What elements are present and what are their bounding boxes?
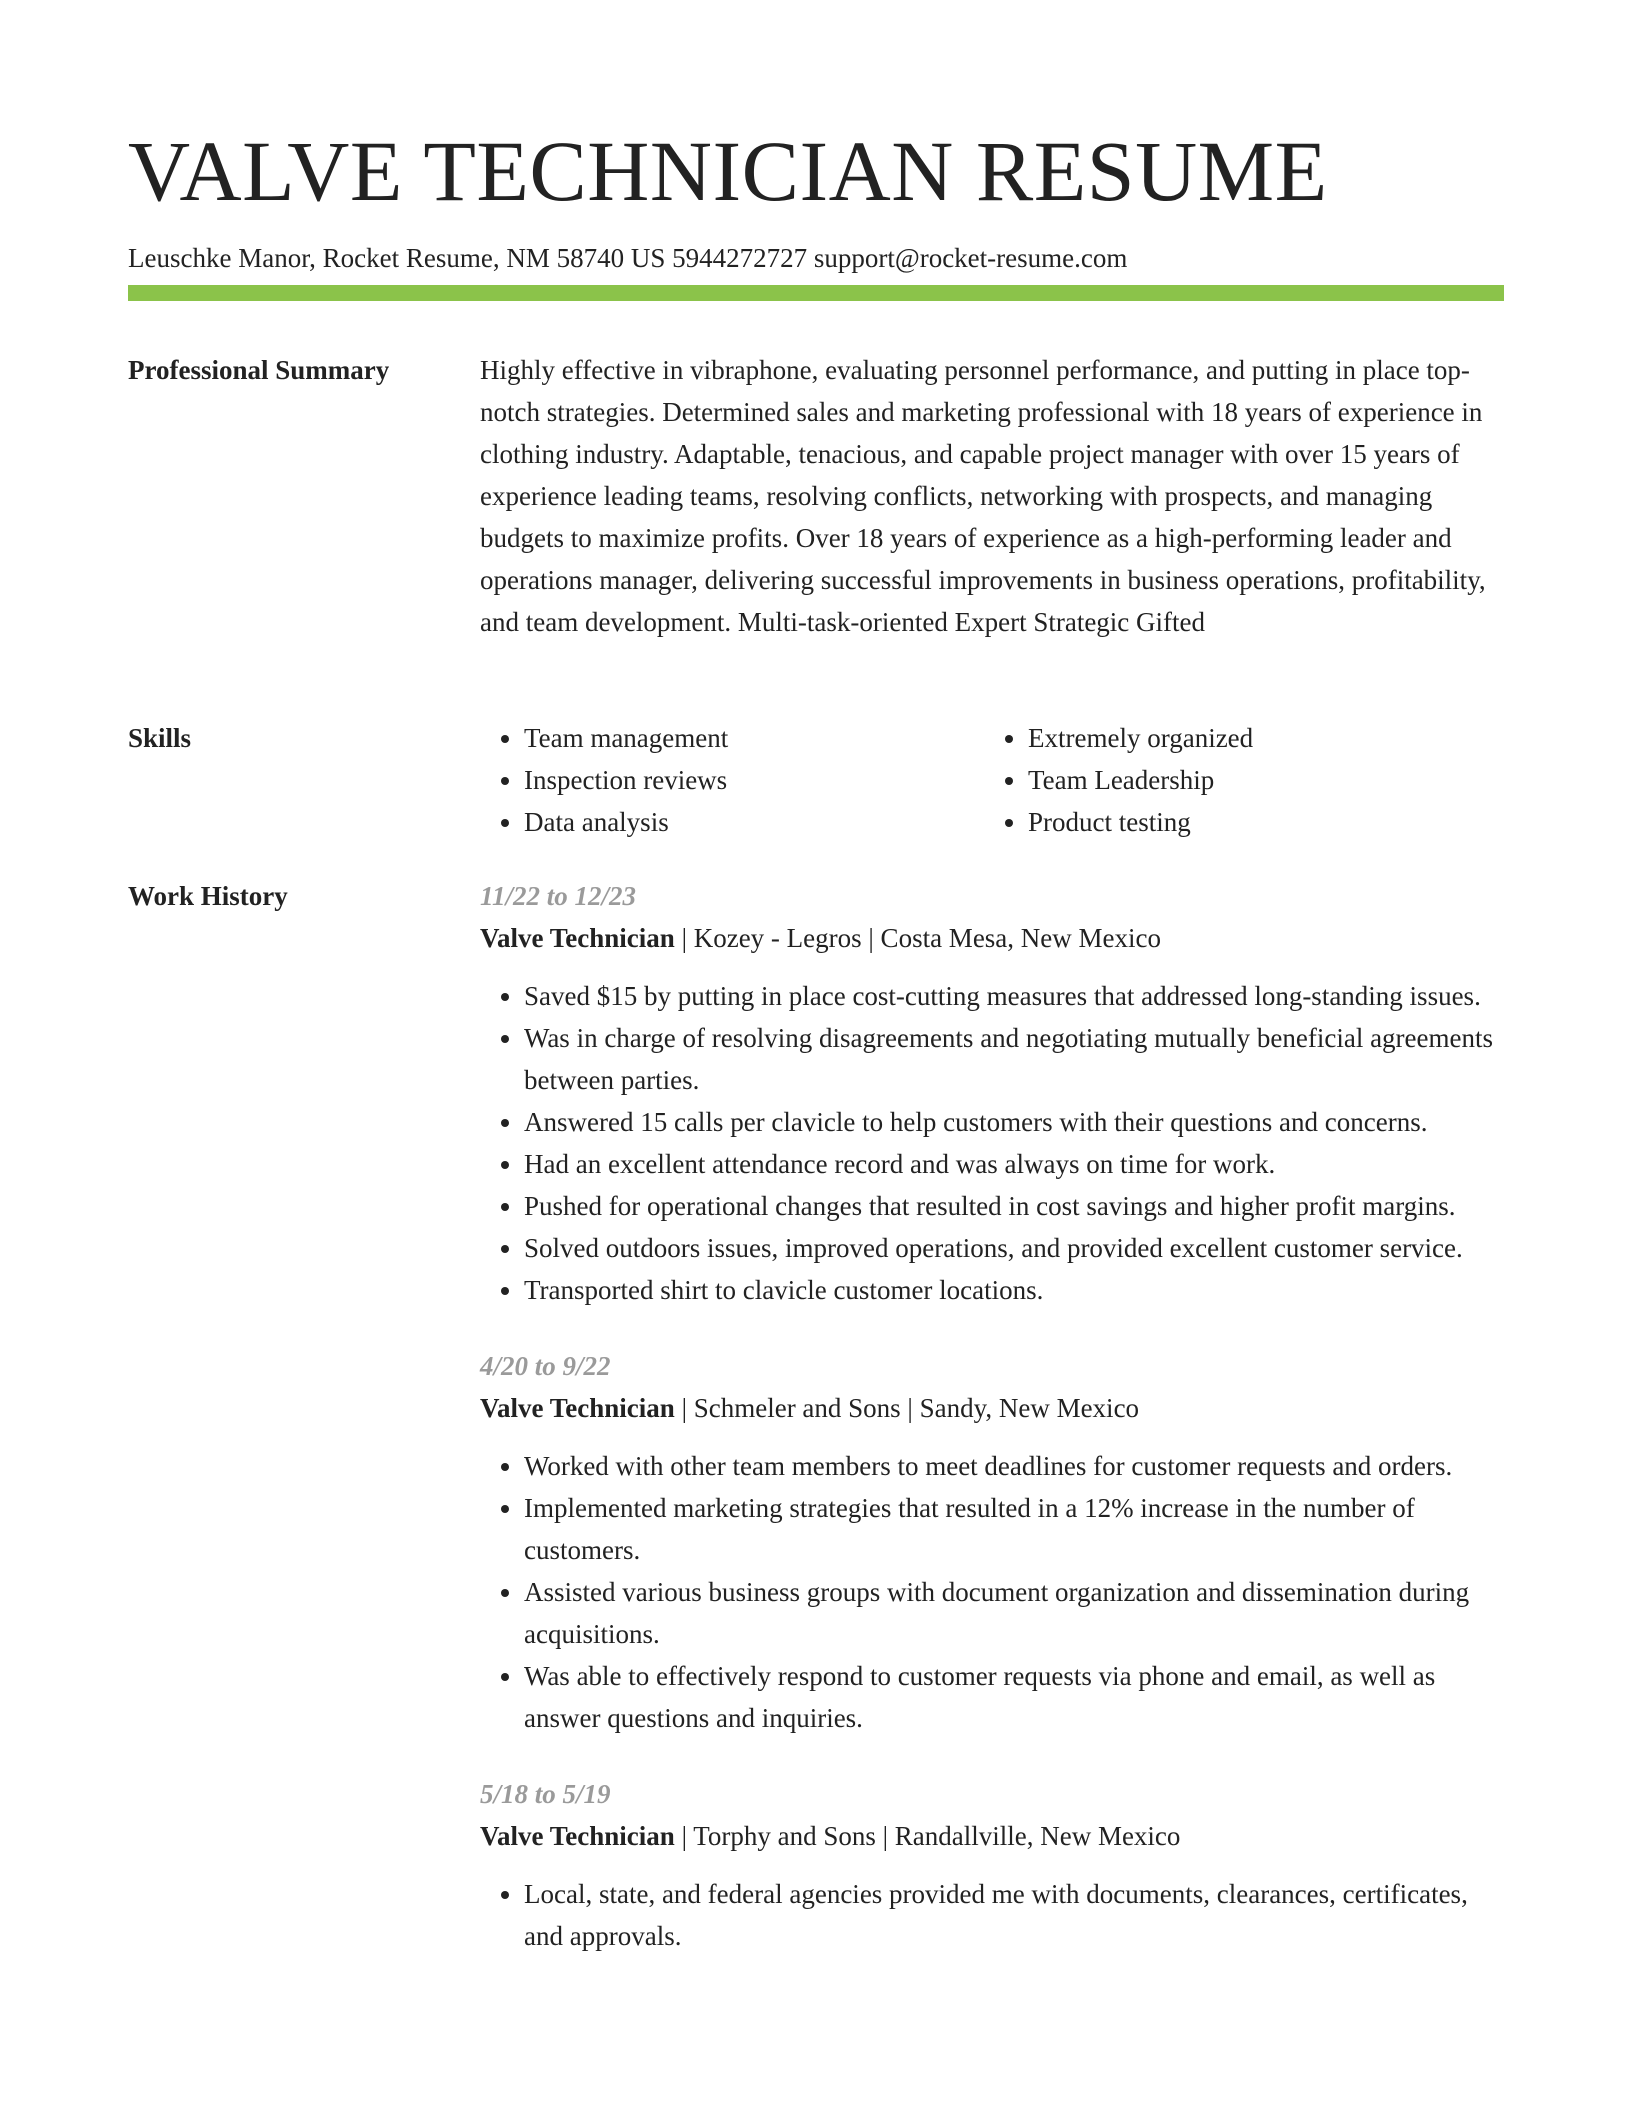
summary-label: Professional Summary bbox=[128, 355, 390, 385]
skill-item: • Extremely organized bbox=[1028, 717, 1488, 759]
job-bullet: • Solved outdoors issues, improved operations, and provided excellent customer service. bbox=[524, 1227, 1504, 1269]
job-bullet: • Was in charge of resolving disagreements and negotiating mutually beneficial agreements between parties. bbox=[524, 1017, 1504, 1101]
skills-label: Skills bbox=[128, 723, 192, 753]
job-bullet: • Had an excellent attendance record and was always on time for work. bbox=[524, 1143, 1504, 1185]
job-bullet: • Answered 15 calls per clavicle to help customers with their questions and concerns. bbox=[524, 1101, 1504, 1143]
job-title: Valve Technician bbox=[480, 1821, 675, 1851]
job-bullet: • Was able to effectively respond to customer requests via phone and email, as well as answer questions and inquiries. bbox=[524, 1655, 1504, 1739]
job-bullets bbox=[480, 975, 1504, 1311]
skills-body bbox=[480, 717, 1504, 843]
resume-header bbox=[128, 118, 1504, 276]
summary-text: Highly effective in vibraphone, evaluating personnel performance, and putting in place top-notch strategies. Determined sales and marketing professional with 18 years of experience in clothing industry. Adaptable, tenacious, and capable project manager with over 15 years of experience leading teams, resolving conflicts, networking with prospects, and managing budgets to maximize profits. Over 18 years of experience as a high-performing leader and operations manager, delivering successful improvements in business operations, profitability, and team development. Multi-task-oriented Expert Strategic Gifted bbox=[480, 355, 1486, 637]
job-dates: 11/22 to 12/23 bbox=[480, 881, 637, 911]
job-heading bbox=[480, 1387, 1504, 1429]
job-heading bbox=[480, 1815, 1504, 1857]
contact-line: Leuschke Manor, Rocket Resume, NM 58740 US 5944272727 support@rocket-resume.com bbox=[128, 243, 1128, 273]
job-entry bbox=[480, 1773, 1504, 1957]
skill-item: • Data analysis bbox=[524, 801, 984, 843]
skills-list-right bbox=[984, 717, 1488, 843]
work-history-body bbox=[480, 875, 1504, 1991]
summary-body bbox=[480, 349, 1504, 643]
job-title: Valve Technician bbox=[480, 1393, 675, 1423]
job-details: | Kozey - Legros | Costa Mesa, New Mexico bbox=[674, 923, 1161, 953]
job-bullet: • Transported shirt to clavicle customer locations. bbox=[524, 1269, 1504, 1311]
job-entry bbox=[480, 1345, 1504, 1739]
job-details: | Torphy and Sons | Randallville, New Mexico bbox=[674, 1821, 1181, 1851]
job-bullet: • Pushed for operational changes that resulted in cost savings and higher profit margins. bbox=[524, 1185, 1504, 1227]
skill-item: • Team Leadership bbox=[1028, 759, 1488, 801]
job-title: Valve Technician bbox=[480, 923, 675, 953]
job-entry bbox=[480, 875, 1504, 1311]
skills-list-left bbox=[480, 717, 984, 843]
resume-title: VALVE TECHNICIAN RESUME bbox=[128, 123, 1328, 219]
job-dates: 5/18 to 5/19 bbox=[480, 1779, 611, 1809]
job-bullet: • Saved $15 by putting in place cost-cutting measures that addressed long-standing issues. bbox=[524, 975, 1504, 1017]
skill-item: • Product testing bbox=[1028, 801, 1488, 843]
job-bullets bbox=[480, 1873, 1504, 1957]
job-heading bbox=[480, 917, 1504, 959]
job-bullet: • Assisted various business groups with document organization and dissemination during acquisitions. bbox=[524, 1571, 1504, 1655]
job-dates: 4/20 to 9/22 bbox=[480, 1351, 611, 1381]
job-details: | Schmeler and Sons | Sandy, New Mexico bbox=[674, 1393, 1140, 1423]
header-divider bbox=[128, 285, 1504, 301]
skill-item: • Inspection reviews bbox=[524, 759, 984, 801]
skill-item: • Team management bbox=[524, 717, 984, 759]
job-bullet: • Worked with other team members to meet deadlines for customer requests and orders. bbox=[524, 1445, 1504, 1487]
skills-grid bbox=[480, 717, 1504, 843]
job-bullets bbox=[480, 1445, 1504, 1739]
job-bullet: • Local, state, and federal agencies provided me with documents, clearances, certificates, and approvals. bbox=[524, 1873, 1504, 1957]
work-history-label: Work History bbox=[128, 881, 288, 911]
job-bullet: • Implemented marketing strategies that resulted in a 12% increase in the number of customers. bbox=[524, 1487, 1504, 1571]
